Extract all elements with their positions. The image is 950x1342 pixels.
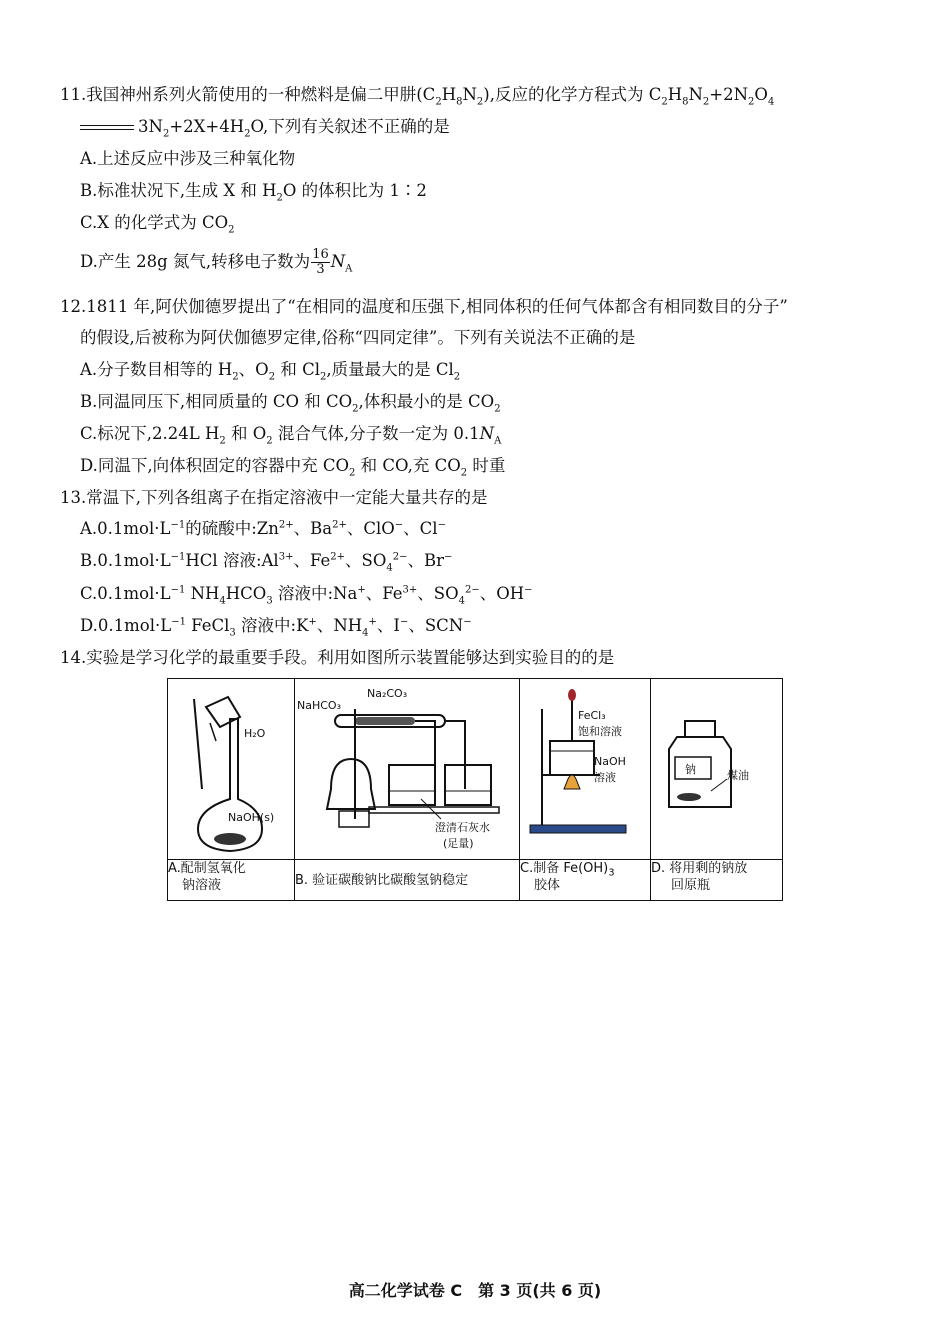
q14-stem: 14.实验是学习化学的最重要手段。利用如图所示装置能够达到实验目的的是 (60, 648, 615, 667)
q11-stem-line2: $3N_2+2X+4H_2O$,下列有关叙述不正确的是 (80, 116, 450, 138)
q12-stem-line2: 的假设,后被称为阿伏伽德罗定律,俗称“四同定律”。下列有关说法不正确的是 (80, 328, 636, 347)
figure-c-saturated-label: 饱和溶液 (578, 725, 622, 738)
figure-c-solution-label: 溶液 (594, 771, 616, 784)
q12-option-c: C.标况下,2.24L $H_2$ 和 $O_2$ 混合气体,分子数一定为 $0.1N_A$ (80, 424, 502, 447)
figure-a-naoh-label: NaOH(s) (228, 811, 275, 824)
q11-option-d: D.产生 28g 氮气,转移电子数为 $\frac{16}{3}$ $N_A$ (80, 247, 353, 277)
apparatus-table (167, 678, 783, 901)
figure-d-sodium-label: 钠 (685, 763, 696, 776)
figure-c-cell (520, 679, 651, 860)
figure-d-cell (651, 679, 783, 860)
caption-c: C.制备 $Fe(OH)_3$ 胶体 (520, 860, 651, 901)
q13-option-a: $A.0.1mol\cdot L^{-1}$的硫酸中$:Zn^{2+}$、$Ba^{2+}$、ClO−、Cl− (80, 519, 446, 538)
figure-b-na2co3-label: Na₂CO₃ (367, 687, 408, 700)
caption-b: B. 验证碳酸钠比碳酸氢钠稳定 (295, 860, 520, 901)
figure-b-cell (295, 679, 520, 860)
figure-b-excess-label: (足量) (443, 837, 474, 850)
figure-b-nahco3-label: NaHCO₃ (297, 699, 341, 712)
q12-option-d: D.同温下,向体积固定的容器中充 $CO_2$ 和 CO,充 $CO_2$ 时重 (80, 456, 506, 479)
figure-b-limewater-label: 澄清石灰水 (435, 821, 490, 834)
figure-a-cell (168, 679, 295, 860)
q13-option-c: $C.0.1mol\cdot L^{-1}$ $NH_4HCO_3$ 溶液中:Na+、$Fe^{3+}$、$SO_4^{2-}$、OH− (80, 584, 533, 607)
fraction: $\frac{16}{3}$ (312, 247, 329, 277)
q11-option-b: B.标准状况下,生成 X 和 $H_2O$ 的体积比为 1∶2 (80, 181, 427, 204)
q11-option-c: C.X 的化学式为 $CO_2$ (80, 213, 235, 236)
q12-option-b: B.同温同压下,相同质量的 CO 和 $CO_2$,体积最小的是 $CO_2$ (80, 392, 501, 415)
q13-stem: 13.常温下,下列各组离子在指定溶液中一定能大量共存的是 (60, 488, 488, 507)
caption-a: A.配制氢氧化 钠溶液 (168, 860, 295, 901)
page-footer: 高二化学试卷 C 第 3 页(共 6 页) (348, 1281, 602, 1300)
figure-d-kerosene-label: 煤油 (727, 769, 749, 782)
q11-stem-line1: 11.我国神州系列火箭使用的一种燃料是偏二甲肼$(C_2H_8N_2)$,反应的化学方程式为 $C_2H_8N_2+2N_2O_4$ (60, 85, 775, 108)
q13-option-b: $B.0.1mol\cdot L^{-1}HCl$ 溶液$:Al^{3+}$、$Fe^{2+}$、$SO_4^{2-}$、Br− (80, 551, 453, 574)
figure-a-water-label: H₂O (244, 727, 266, 740)
figure-c-naoh-label: NaOH (594, 755, 626, 768)
colloid-preparation-figure (520, 679, 650, 855)
volumetric-flask-figure (168, 679, 294, 855)
caption-d: D. 将用剩的钠放 回原瓶 (651, 860, 783, 901)
q12-stem-line1: 12.1811 年,阿伏伽德罗提出了“在相同的温度和压强下,相同体积的任何气体都含有相同数目的分子” (60, 297, 788, 316)
equation-sign (80, 125, 134, 130)
q13-option-d: $D.0.1mol\cdot L^{-1}$ FeCl$_3$ 溶液中:K+、$NH_4^+$、I−、SCN− (80, 616, 472, 639)
q12-option-a: A.分子数目相等的 $H_2$、$O_2$ 和 $Cl_2$,质量最大的是 $Cl_2$ (80, 360, 461, 383)
sodium-bottle-figure (651, 679, 782, 855)
carbonate-heating-figure (295, 679, 519, 855)
q11-option-a: A.上述反应中涉及三种氧化物 (80, 149, 296, 168)
figure-c-fecl3-label: FeCl₃ (578, 709, 606, 722)
